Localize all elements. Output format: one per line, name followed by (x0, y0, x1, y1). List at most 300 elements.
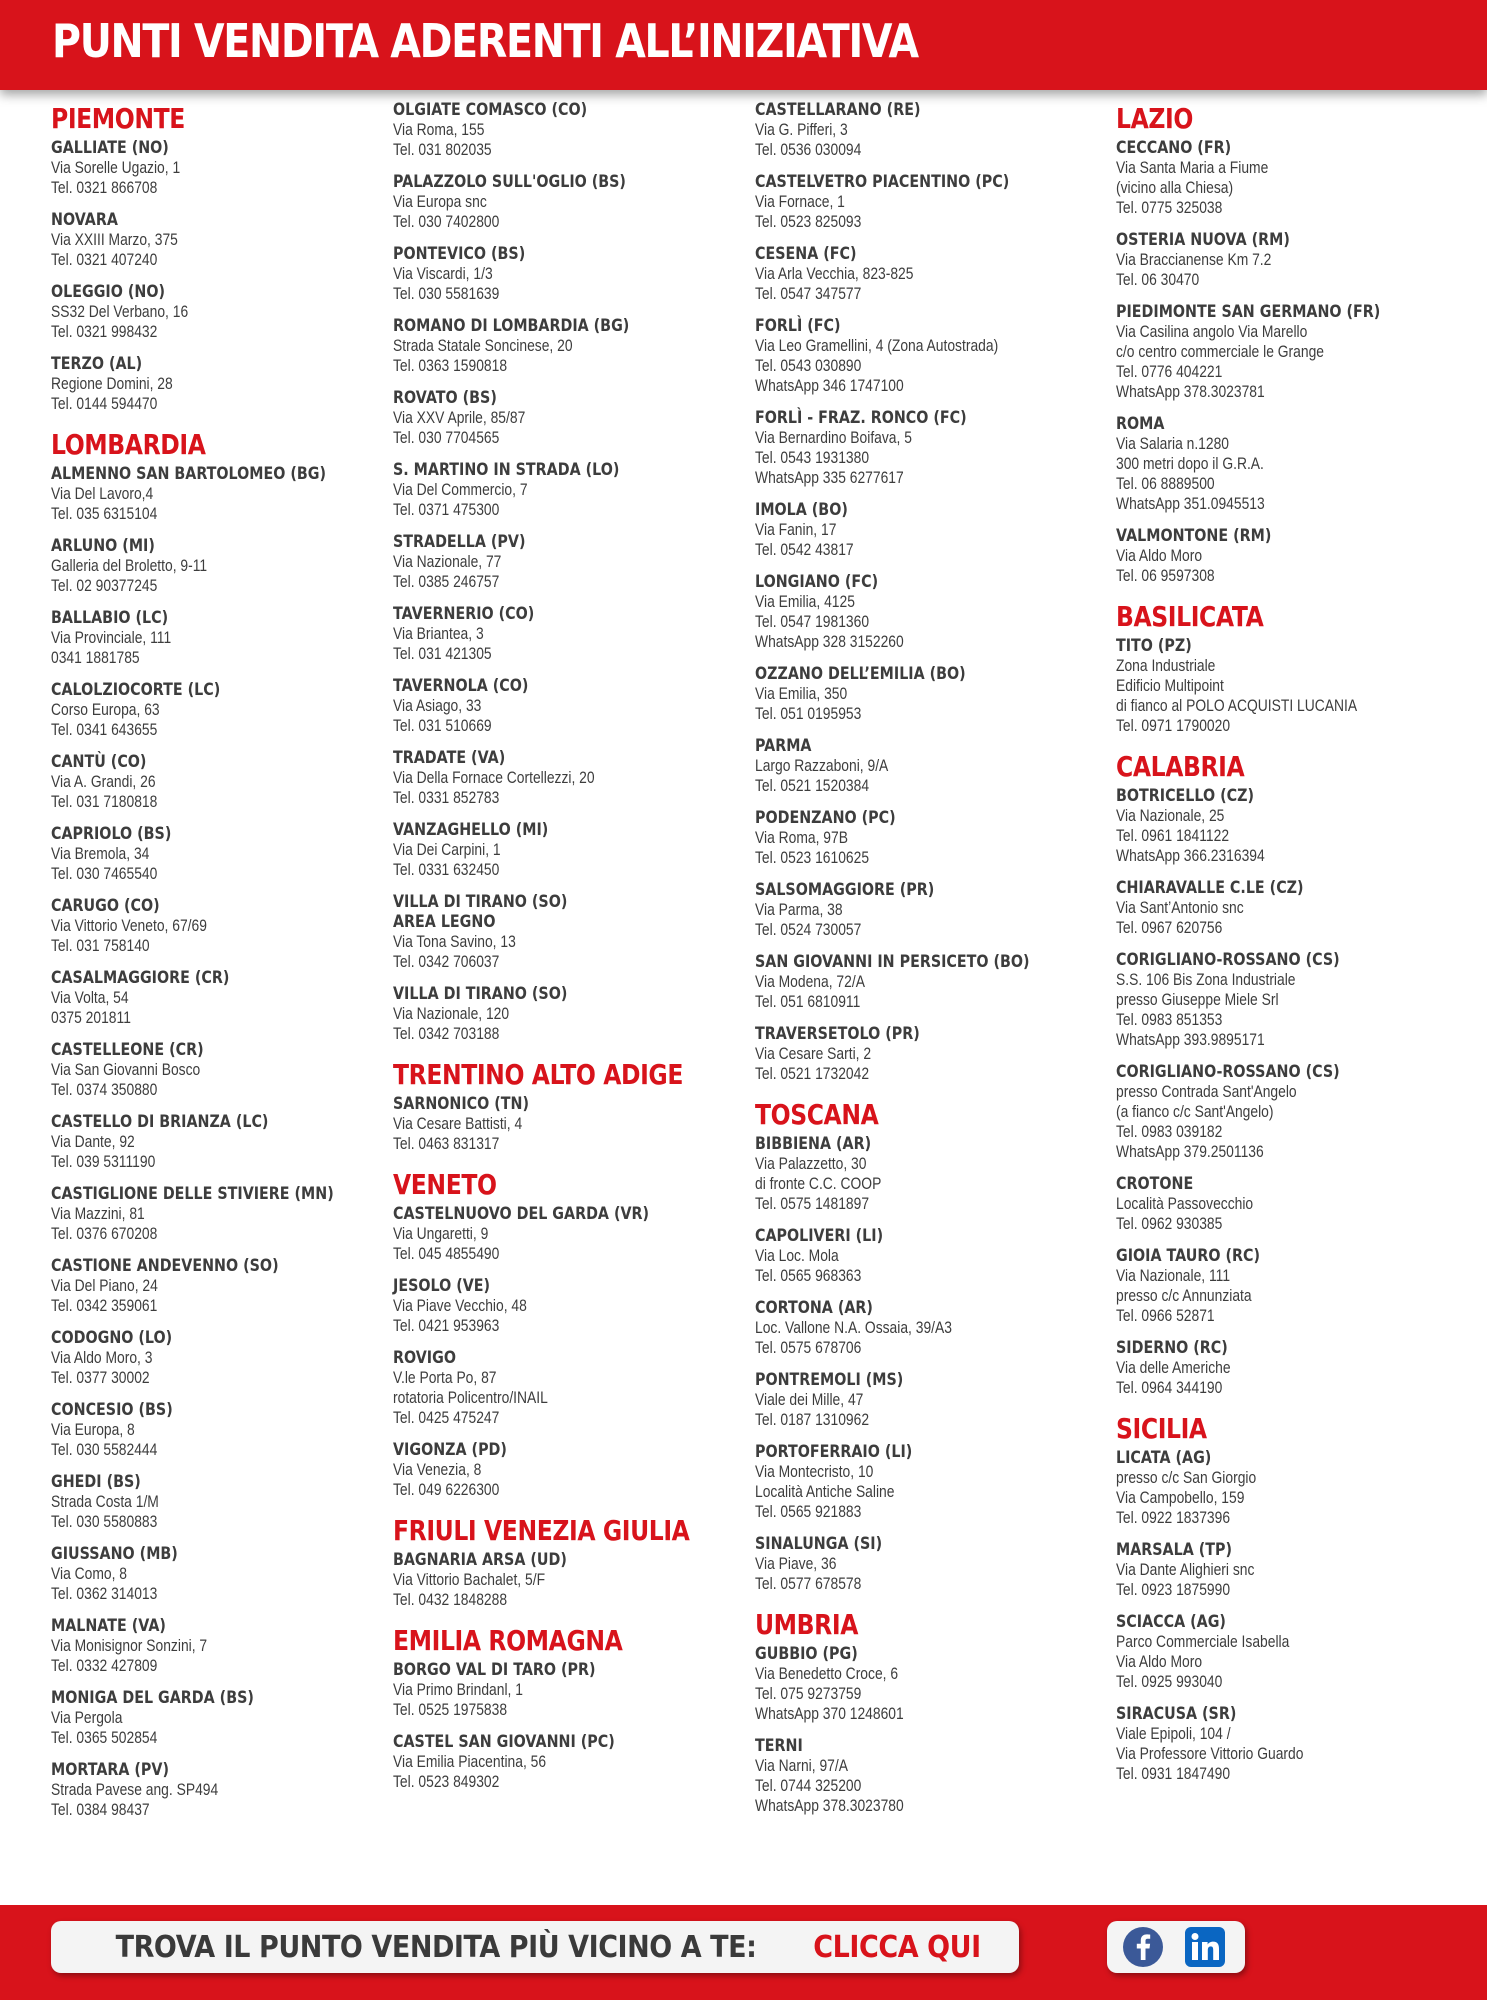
store-entry (755, 316, 1091, 396)
store-address-line: Via delle Americhe (1116, 1359, 1231, 1377)
store-address-line: Via Bernardino Boifava, 5 (755, 429, 912, 447)
store-phone: Tel. 0547 1981360 (755, 613, 870, 631)
store-name: PORTOFERRAIO (LI) (755, 1442, 913, 1462)
store-phone: Tel. 0962 930385 (1116, 1215, 1223, 1233)
store-address-line: Via Emilia Piacentina, 56 (393, 1753, 547, 1771)
store-address-line: Via Fanin, 17 (755, 521, 837, 539)
store-entry (393, 748, 729, 808)
store-name: OZZANO DELL’EMILIA (BO) (755, 664, 966, 684)
store-phone: Tel. 031 7180818 (51, 793, 158, 811)
store-address-line: Via Roma, 155 (393, 121, 485, 139)
store-address-line: presso c/c Annunziata (1116, 1287, 1252, 1305)
store-entry (755, 1226, 1091, 1286)
store-name: PALAZZOLO SULL'OGLIO (BS) (393, 172, 626, 192)
store-entry (393, 244, 729, 304)
store-entry (755, 172, 1091, 232)
store-phone: Tel. 0536 030094 (755, 141, 862, 159)
store-name: CASTELLO DI BRIANZA (LC) (51, 1112, 269, 1132)
store-address-line: Via Dei Carpini, 1 (393, 841, 501, 859)
store-address-line: Via Palazzetto, 30 (755, 1155, 867, 1173)
store-name: CODOGNO (LO) (51, 1328, 173, 1348)
store-phone: Tel. 0421 953963 (393, 1317, 500, 1335)
store-entry (51, 1256, 387, 1316)
store-phone: Tel. 0523 825093 (755, 213, 862, 231)
store-entry (393, 388, 729, 448)
store-phone: Tel. 0543 1931380 (755, 449, 870, 467)
store-entry (1116, 1246, 1452, 1326)
store-name: PARMA (755, 736, 812, 756)
store-name: FORLÌ (FC) (755, 316, 841, 336)
store-entry (51, 210, 387, 270)
region-heading-lombardia: LOMBARDIA (51, 428, 206, 461)
store-phone: Tel. 0565 968363 (755, 1267, 862, 1285)
store-address-line: presso Contrada Sant'Angelo (1116, 1083, 1297, 1101)
store-phone: Tel. 0331 632450 (393, 861, 500, 879)
store-entry (393, 532, 729, 592)
store-name: BIBBIENA (AR) (755, 1134, 872, 1154)
store-name: CONCESIO (BS) (51, 1400, 173, 1420)
store-whatsapp: WhatsApp 393.9895171 (1116, 1031, 1265, 1049)
store-address-line: Via Aldo Moro, 3 (51, 1349, 153, 1367)
store-address-line: Località Antiche Saline (755, 1483, 895, 1501)
store-entry (1116, 526, 1452, 586)
store-phone: Tel. 0565 921883 (755, 1503, 862, 1521)
store-whatsapp: WhatsApp 335 6277617 (755, 469, 904, 487)
store-name: CECCANO (FR) (1116, 138, 1232, 158)
store-entry (755, 100, 1091, 160)
store-phone: Tel. 0575 678706 (755, 1339, 862, 1357)
store-name: TRAVERSETOLO (PR) (755, 1024, 920, 1044)
store-name: GIOIA TAURO (RC) (1116, 1246, 1260, 1266)
store-name: SARNONICO (TN) (393, 1094, 530, 1114)
region-heading-umbria: UMBRIA (755, 1608, 858, 1641)
store-name: ARLUNO (MI) (51, 536, 155, 556)
region-heading-emilia-romagna: EMILIA ROMAGNA (393, 1624, 623, 1657)
store-address-line: Via Nazionale, 77 (393, 553, 502, 571)
store-phone: Tel. 0342 703188 (393, 1025, 500, 1043)
store-phone: Tel. 051 6810911 (755, 993, 861, 1011)
store-address-line: Via Sant’Antonio snc (1116, 899, 1244, 917)
store-phone: Tel. 0377 30002 (51, 1369, 150, 1387)
click-here-link[interactable]: CLICCA QUI (813, 1929, 981, 1965)
store-name: VILLA DI TIRANO (SO) (393, 984, 568, 1004)
store-phone: Tel. 0964 344190 (1116, 1379, 1223, 1397)
store-name: TERZO (AL) (51, 354, 143, 374)
store-address-line: Via Montecristo, 10 (755, 1463, 874, 1481)
store-phone: Tel. 0342 359061 (51, 1297, 158, 1315)
store-name: MORTARA (PV) (51, 1760, 169, 1780)
store-name: CORIGLIANO-ROSSANO (CS) (1116, 1062, 1340, 1082)
store-column-2 (393, 100, 733, 1804)
store-name: CAPOLIVERI (LI) (755, 1226, 884, 1246)
store-whatsapp: WhatsApp 379.2501136 (1116, 1143, 1264, 1161)
store-entry (51, 896, 387, 956)
store-phone: Tel. 0384 98437 (51, 1801, 150, 1819)
store-entry (51, 1400, 387, 1460)
store-entry (51, 282, 387, 342)
store-entry (1116, 1704, 1452, 1784)
store-name: CARUGO (CO) (51, 896, 160, 916)
store-address-line: Via Volta, 54 (51, 989, 129, 1007)
store-entry (1116, 1338, 1452, 1398)
store-phone: Tel. 0525 1975838 (393, 1701, 508, 1719)
store-address-line: Via XXIII Marzo, 375 (51, 231, 178, 249)
store-phone: Tel. 0342 706037 (393, 953, 500, 971)
store-address-line: Via Tona Savino, 13 (393, 933, 516, 951)
store-address-line: Via Casilina angolo Via Marello (1116, 323, 1308, 341)
store-phone: Tel. 06 8889500 (1116, 475, 1215, 493)
store-entry (755, 1442, 1091, 1522)
store-whatsapp: WhatsApp 351.0945513 (1116, 495, 1265, 513)
store-phone: Tel. 031 510669 (393, 717, 492, 735)
store-entry (755, 244, 1091, 304)
store-phone: Tel. 031 802035 (393, 141, 492, 159)
store-entry (1116, 1174, 1452, 1234)
store-address-line: SS32 Del Verbano, 16 (51, 303, 189, 321)
store-entry (755, 500, 1091, 560)
store-whatsapp: WhatsApp 378.3023781 (1116, 383, 1265, 401)
store-phone: Tel. 0983 851353 (1116, 1011, 1223, 1029)
store-phone: Tel. 0971 1790020 (1116, 717, 1231, 735)
store-phone: Tel. 0923 1875990 (1116, 1581, 1231, 1599)
store-address-line: Via Campobello, 159 (1116, 1489, 1245, 1507)
store-name: CASTELVETRO PIACENTINO (PC) (755, 172, 1010, 192)
store-name: PONTREMOLI (MS) (755, 1370, 904, 1390)
store-entry (393, 1440, 729, 1500)
store-name: CASTELNUOVO DEL GARDA (VR) (393, 1204, 650, 1224)
region-heading-basilicata: BASILICATA (1116, 600, 1264, 633)
store-name: ALMENNO SAN BARTOLOMEO (BG) (51, 464, 327, 484)
store-phone: Tel. 030 7402800 (393, 213, 500, 231)
store-entry (51, 354, 387, 414)
store-address-line: Via A. Grandi, 26 (51, 773, 156, 791)
store-entry (755, 736, 1091, 796)
store-address-line: Via Briantea, 3 (393, 625, 484, 643)
store-phone: Tel. 0371 475300 (393, 501, 500, 519)
store-address-line: Via Fornace, 1 (755, 193, 845, 211)
store-address-line: Via Nazionale, 111 (1116, 1267, 1231, 1285)
store-address-line: di fianco al POLO ACQUISTI LUCANIA (1116, 697, 1358, 715)
store-whatsapp: WhatsApp 346 1747100 (755, 377, 904, 395)
store-phone: Tel. 039 5311190 (51, 1153, 156, 1171)
store-name: CHIARAVALLE C.LE (CZ) (1116, 878, 1304, 898)
region-heading-toscana: TOSCANA (755, 1098, 879, 1131)
store-entry (393, 1276, 729, 1336)
store-phone: Tel. 051 0195953 (755, 705, 862, 723)
store-entry (51, 608, 387, 668)
store-name: GHEDI (BS) (51, 1472, 141, 1492)
store-address-line: Strada Statale Soncinese, 20 (393, 337, 573, 355)
store-phone: Tel. 0321 407240 (51, 251, 158, 269)
store-name: MALNATE (VA) (51, 1616, 166, 1636)
store-phone: Tel. 0187 1310962 (755, 1411, 870, 1429)
find-store-button[interactable] (51, 1921, 1019, 1973)
store-name: FORLÌ - FRAZ. RONCO (FC) (755, 408, 967, 428)
store-name: AREA LEGNO (393, 912, 496, 932)
store-entry (51, 1688, 387, 1748)
store-address-line: Via Nazionale, 120 (393, 1005, 510, 1023)
store-name: SCIACCA (AG) (1116, 1612, 1226, 1632)
store-phone: Tel. 0523 1610625 (755, 849, 870, 867)
store-entry (1116, 950, 1452, 1050)
store-phone: Tel. 0363 1590818 (393, 357, 508, 375)
store-address-line: Via Piave Vecchio, 48 (393, 1297, 527, 1315)
store-address-line: Via Bremola, 34 (51, 845, 150, 863)
store-name: BALLABIO (LC) (51, 608, 169, 628)
store-entry (755, 1024, 1091, 1084)
store-address-line: c/o centro commerciale le Grange (1116, 343, 1324, 361)
store-phone: Tel. 075 9273759 (755, 1685, 862, 1703)
store-phone: Tel. 030 5582444 (51, 1441, 158, 1459)
store-address-line: Via Salaria n.1280 (1116, 435, 1230, 453)
region-heading-calabria: CALABRIA (1116, 750, 1245, 783)
store-name: S. MARTINO IN STRADA (LO) (393, 460, 620, 480)
store-address-line: Via Aldo Moro (1116, 1653, 1203, 1671)
store-entry (1116, 1540, 1452, 1600)
store-entry (755, 1534, 1091, 1594)
store-entry (1116, 414, 1452, 514)
store-address-line: Via Pergola (51, 1709, 123, 1727)
store-entry (393, 604, 729, 664)
store-name: GUBBIO (PG) (755, 1644, 858, 1664)
store-phone: Tel. 0463 831317 (393, 1135, 500, 1153)
store-name: CASTELLEONE (CR) (51, 1040, 204, 1060)
store-name: CASTIONE ANDEVENNO (SO) (51, 1256, 279, 1276)
store-entry (755, 808, 1091, 868)
store-entry (393, 100, 729, 160)
store-address-line: Viale dei Mille, 47 (755, 1391, 864, 1409)
store-name: CASTEL SAN GIOVANNI (PC) (393, 1732, 615, 1752)
store-address-line: Via G. Pifferi, 3 (755, 121, 848, 139)
store-name: SALSOMAGGIORE (PR) (755, 880, 935, 900)
store-address-line: rotatoria Policentro/INAIL (393, 1389, 548, 1407)
store-address-line: Via Vittorio Veneto, 67/69 (51, 917, 207, 935)
store-entry (755, 1134, 1091, 1214)
store-name: CASTIGLIONE DELLE STIVIERE (MN) (51, 1184, 334, 1204)
store-entry (51, 1472, 387, 1532)
store-address-line: Via Modena, 72/A (755, 973, 865, 991)
store-name: CASALMAGGIORE (CR) (51, 968, 230, 988)
store-address-line: di fronte C.C. COOP (755, 1175, 882, 1193)
region-heading-veneto: VENETO (393, 1168, 497, 1201)
store-entry (755, 1644, 1091, 1724)
store-phone: Tel. 0523 849302 (393, 1773, 500, 1791)
store-whatsapp: WhatsApp 370 1248601 (755, 1705, 904, 1723)
cta-text: TROVA IL PUNTO VENDITA PIÙ VICINO A TE: (115, 1929, 757, 1965)
store-address-line: Via Arla Vecchia, 823-825 (755, 265, 914, 283)
store-entry (1116, 302, 1452, 402)
store-address-line: Via Monisignor Sonzini, 7 (51, 1637, 208, 1655)
store-address-line: Via Del Commercio, 7 (393, 481, 528, 499)
store-address-line: Via Sorelle Ugazio, 1 (51, 159, 181, 177)
store-phone: Tel. 030 5580883 (51, 1513, 158, 1531)
region-heading-sicilia: SICILIA (1116, 1412, 1207, 1445)
store-address-line: Via Professore Vittorio Guardo (1116, 1745, 1304, 1763)
store-phone: Tel. 0776 404221 (1116, 363, 1223, 381)
store-name: PONTEVICO (BS) (393, 244, 526, 264)
store-address-line: Via Vittorio Bachalet, 5/F (393, 1571, 546, 1589)
store-address-line: Via Santa Maria a Fiume (1116, 159, 1269, 177)
store-entry (1116, 1062, 1452, 1162)
facebook-icon[interactable] (1121, 1925, 1165, 1969)
store-phone: Tel. 0144 594470 (51, 395, 158, 413)
store-phone: Tel. 0341 643655 (51, 721, 158, 739)
store-entry (1116, 230, 1452, 290)
store-entry (51, 464, 387, 524)
store-entry (393, 1660, 729, 1720)
store-name: NOVARA (51, 210, 118, 230)
store-address-line: Via Mazzini, 81 (51, 1205, 145, 1223)
store-name: TAVERNOLA (CO) (393, 676, 529, 696)
store-address-line: presso Giuseppe Miele Srl (1116, 991, 1279, 1009)
store-column-3 (755, 100, 1095, 1828)
store-name: TERNI (755, 1736, 803, 1756)
store-address-line: Via Braccianense Km 7.2 (1116, 251, 1272, 269)
store-address-line: Strada Pavese ang. SP494 (51, 1781, 219, 1799)
store-phone: Tel. 0374 350880 (51, 1081, 158, 1099)
store-address-line: Via Del Lavoro,4 (51, 485, 154, 503)
store-phone: Tel. 0922 1837396 (1116, 1509, 1231, 1527)
store-whatsapp: WhatsApp 378.3023780 (755, 1797, 904, 1815)
store-phone: Tel. 0425 475247 (393, 1409, 500, 1427)
store-name: ROVATO (BS) (393, 388, 497, 408)
store-entry (393, 892, 729, 972)
store-name: OSTERIA NUOVA (RM) (1116, 230, 1290, 250)
store-phone: Tel. 030 5581639 (393, 285, 500, 303)
store-address-line: Via Europa snc (393, 193, 487, 211)
store-name: SINALUNGA (SI) (755, 1534, 883, 1554)
store-phone: Tel. 030 7465540 (51, 865, 158, 883)
store-address-line: Loc. Vallone N.A. Ossaia, 39/A3 (755, 1319, 952, 1337)
store-phone: Tel. 0365 502854 (51, 1729, 158, 1747)
store-address-line: Via Provinciale, 111 (51, 629, 172, 647)
store-phone: Tel. 0432 1848288 (393, 1591, 508, 1609)
store-phone: Tel. 0321 866708 (51, 179, 158, 197)
store-address-line: Via Ungaretti, 9 (393, 1225, 489, 1243)
store-address-line: Via Primo Brindanl, 1 (393, 1681, 523, 1699)
store-name: GIUSSANO (MB) (51, 1544, 178, 1564)
store-phone: Tel. 0577 678578 (755, 1575, 862, 1593)
store-entry (755, 408, 1091, 488)
store-address-line: Via San Giovanni Bosco (51, 1061, 201, 1079)
store-address-line: Regione Domini, 28 (51, 375, 173, 393)
store-address-line: Via Loc. Mola (755, 1247, 839, 1265)
store-address-line: Parco Commerciale Isabella (1116, 1633, 1290, 1651)
store-address-line: Zona Industriale (1116, 657, 1216, 675)
store-entry (1116, 786, 1452, 866)
store-phone: Tel. 06 9597308 (1116, 567, 1215, 585)
store-entry (755, 664, 1091, 724)
store-name: SIDERNO (RC) (1116, 1338, 1228, 1358)
store-address-line: 300 metri dopo il G.R.A. (1116, 455, 1264, 473)
store-name: ROVIGO (393, 1348, 456, 1368)
store-entry (51, 1184, 387, 1244)
store-entry (755, 952, 1091, 1012)
store-name: CROTONE (1116, 1174, 1194, 1194)
store-column-1 (51, 100, 391, 1832)
store-name: STRADELLA (PV) (393, 532, 526, 552)
store-entry (51, 824, 387, 884)
store-phone: Tel. 0321 998432 (51, 323, 158, 341)
store-phone: Tel. 0925 993040 (1116, 1673, 1223, 1691)
store-address-line: Via XXV Aprile, 85/87 (393, 409, 526, 427)
page-title: PUNTI VENDITA ADERENTI ALL’INIZIATIVA (52, 14, 918, 68)
store-entry (51, 968, 387, 1028)
store-phone: Tel. 049 6226300 (393, 1481, 500, 1499)
store-name: CASTELLARANO (RE) (755, 100, 921, 120)
store-name: SAN GIOVANNI IN PERSICETO (BO) (755, 952, 1030, 972)
store-address-line: Via Venezia, 8 (393, 1461, 482, 1479)
store-address-line: S.S. 106 Bis Zona Industriale (1116, 971, 1296, 989)
store-name: BOTRICELLO (CZ) (1116, 786, 1254, 806)
store-entry (393, 1204, 729, 1264)
store-name: VIGONZA (PD) (393, 1440, 507, 1460)
store-name: LICATA (AG) (1116, 1448, 1212, 1468)
store-phone: Tel. 035 6315104 (51, 505, 158, 523)
store-phone: Tel. 0575 1481897 (755, 1195, 870, 1213)
store-name: PODENZANO (PC) (755, 808, 896, 828)
store-address-line: (a fianco c/c Sant'Angelo) (1116, 1103, 1274, 1121)
store-address-line: Via Nazionale, 25 (1116, 807, 1225, 825)
store-phone: Tel. 0521 1520384 (755, 777, 870, 795)
store-name: ROMA (1116, 414, 1165, 434)
store-entry (755, 1736, 1091, 1816)
store-entry (755, 572, 1091, 652)
store-name: ROMANO DI LOMBARDIA (BG) (393, 316, 630, 336)
store-entry (393, 460, 729, 520)
store-phone: Tel. 0543 030890 (755, 357, 862, 375)
store-name: VILLA DI TIRANO (SO) (393, 892, 568, 912)
store-entry (393, 1348, 729, 1428)
store-phone: Tel. 0744 325200 (755, 1777, 862, 1795)
store-entry (1116, 878, 1452, 938)
store-name: MARSALA (TP) (1116, 1540, 1232, 1560)
store-address-line: Strada Costa 1/M (51, 1493, 159, 1511)
store-name: GALLIATE (NO) (51, 138, 169, 158)
store-name: TAVERNERIO (CO) (393, 604, 535, 624)
store-entry (755, 1370, 1091, 1430)
region-heading-lazio: LAZIO (1116, 102, 1193, 135)
store-entry (393, 676, 729, 736)
store-address-line: Via Leo Gramellini, 4 (Zona Autostrada) (755, 337, 999, 355)
store-phone: Tel. 0331 852783 (393, 789, 500, 807)
store-whatsapp: WhatsApp 328 3152260 (755, 633, 904, 651)
store-entry (755, 880, 1091, 940)
store-address-line: Via Viscardi, 1/3 (393, 265, 493, 283)
store-entry (393, 172, 729, 232)
linkedin-icon[interactable] (1183, 1925, 1227, 1969)
store-phone: Tel. 030 7704565 (393, 429, 500, 447)
store-entry (51, 138, 387, 198)
store-phone: Tel. 0547 347577 (755, 285, 862, 303)
region-heading-friuli-venezia-giulia: FRIULI VENEZIA GIULIA (393, 1514, 690, 1547)
store-address-line: Località Passovecchio (1116, 1195, 1254, 1213)
store-address-line: Via Como, 8 (51, 1565, 128, 1583)
store-name: CESENA (FC) (755, 244, 857, 264)
store-name: VANZAGHELLO (MI) (393, 820, 549, 840)
store-address-line: Via Roma, 97B (755, 829, 848, 847)
store-address-line: Via Del Piano, 24 (51, 1277, 158, 1295)
store-phone: Tel. 0524 730057 (755, 921, 862, 939)
store-address-line: Via Piave, 36 (755, 1555, 837, 1573)
store-entry (51, 536, 387, 596)
store-phone: Tel. 031 758140 (51, 937, 150, 955)
store-address-line: Via Emilia, 4125 (755, 593, 855, 611)
store-address-line: Via Dante Alighieri snc (1116, 1561, 1255, 1579)
store-address-line: Via Parma, 38 (755, 901, 843, 919)
store-entry (51, 1616, 387, 1676)
store-phone: Tel. 0521 1732042 (755, 1065, 870, 1083)
